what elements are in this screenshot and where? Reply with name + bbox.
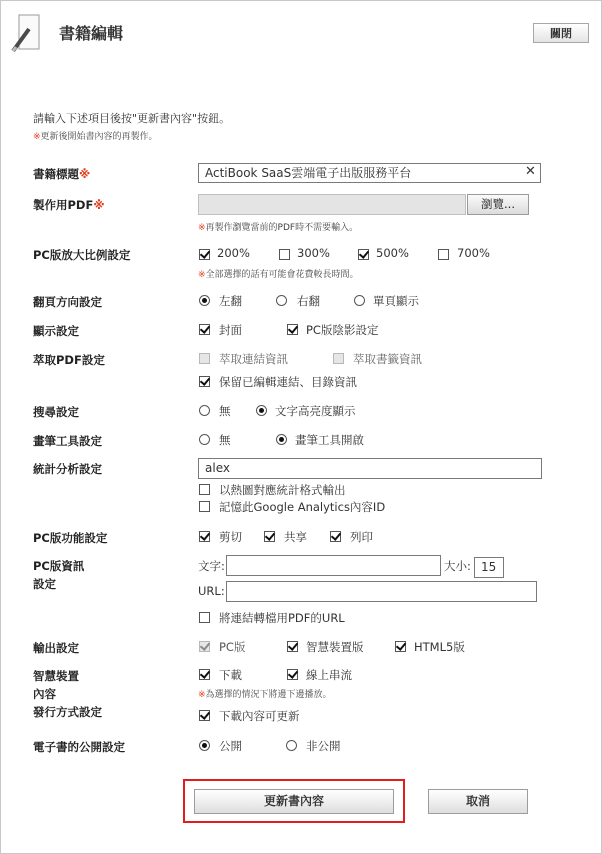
page-right-label: 右翻 bbox=[297, 294, 320, 308]
dialog-header bbox=[1, 1, 601, 59]
zoom-700-checkbox[interactable] bbox=[438, 249, 449, 260]
analytics-id-input[interactable]: alex bbox=[198, 458, 542, 479]
page-direction-label: 翻頁方向設定 bbox=[33, 295, 102, 309]
intro-note: ※ 更新後開始書內容的再製作。 bbox=[33, 129, 158, 142]
download-checkbox[interactable] bbox=[199, 669, 210, 680]
pc-function-label: PC版功能設定 bbox=[33, 531, 108, 545]
page-left-label: 左翻 bbox=[219, 294, 242, 308]
remember-ga-checkbox[interactable] bbox=[199, 501, 210, 512]
pc-info-url-label: URL: bbox=[198, 584, 225, 598]
streaming-checkbox[interactable] bbox=[287, 669, 298, 680]
pc-shadow-label: PC版陰影設定 bbox=[306, 323, 379, 337]
heatmap-output-checkbox[interactable] bbox=[199, 484, 210, 495]
zoom-500-checkbox[interactable] bbox=[358, 249, 369, 260]
publish-private-radio[interactable] bbox=[286, 740, 297, 751]
search-none-label: 無 bbox=[219, 404, 231, 418]
pc-info-text-input[interactable] bbox=[226, 555, 441, 576]
intro-text: 請輸入下述項目後按"更新書內容"按鈕。 bbox=[33, 112, 231, 125]
download-label: 下載 bbox=[219, 668, 242, 682]
remember-ga-label: 記憶此Google Analytics內容ID bbox=[219, 500, 386, 514]
zoom-700-label: 700% bbox=[457, 246, 490, 260]
streaming-label: 線上串流 bbox=[306, 668, 352, 682]
pen-on-label: 畫筆工具開啟 bbox=[295, 433, 364, 447]
print-checkbox[interactable] bbox=[330, 531, 341, 542]
pdf-file-input[interactable] bbox=[198, 194, 466, 215]
smart-device-label-line2: 內容 bbox=[33, 687, 56, 701]
browse-button[interactable]: 瀏覽... bbox=[467, 194, 529, 215]
download-update-label: 下載內容可更新 bbox=[219, 709, 300, 723]
search-highlight-label: 文字高亮度顯示 bbox=[275, 404, 356, 418]
keep-edited-links-label: 保留已編輯連結、目錄資訊 bbox=[219, 375, 357, 389]
share-label: 共享 bbox=[284, 530, 307, 544]
pen-on-radio[interactable] bbox=[276, 434, 287, 445]
zoom-500-label: 500% bbox=[376, 246, 409, 260]
output-smart-checkbox[interactable] bbox=[287, 641, 298, 652]
output-html5-label: HTML5版 bbox=[414, 640, 465, 654]
page-right-radio[interactable] bbox=[276, 295, 287, 306]
extract-bookmarks-label: 萃取書籤資訊 bbox=[353, 352, 422, 366]
pdf-label: 製作用PDF※ bbox=[33, 198, 105, 212]
search-highlight-radio[interactable] bbox=[256, 405, 267, 416]
output-html5-checkbox[interactable] bbox=[395, 641, 406, 652]
cover-label: 封面 bbox=[219, 323, 242, 337]
output-pc-label: PC版 bbox=[219, 640, 246, 654]
smart-device-label-line1: 智慧裝置 bbox=[33, 669, 79, 683]
share-checkbox[interactable] bbox=[264, 531, 275, 542]
pc-info-text-label: 文字: bbox=[198, 559, 225, 573]
close-button[interactable]: 關閉 bbox=[533, 23, 589, 43]
convert-url-checkbox[interactable] bbox=[199, 612, 210, 623]
output-pc-checkbox[interactable] bbox=[199, 641, 210, 652]
publish-label: 電子書的公開設定 bbox=[33, 740, 125, 754]
cancel-button[interactable]: 取消 bbox=[428, 789, 528, 814]
extract-bookmarks-checkbox[interactable] bbox=[333, 353, 344, 364]
clip-label: 剪切 bbox=[219, 530, 242, 544]
single-page-label: 單頁顯示 bbox=[373, 294, 419, 308]
zoom-300-checkbox[interactable] bbox=[279, 249, 290, 260]
search-label: 搜尋設定 bbox=[33, 405, 79, 419]
zoom-label: PC版放大比例設定 bbox=[33, 248, 131, 262]
dialog-title: 書籍編輯 bbox=[59, 24, 124, 43]
single-page-radio[interactable] bbox=[354, 295, 365, 306]
book-title-label: 書籍標題※ bbox=[33, 167, 91, 181]
pen-none-label: 無 bbox=[219, 433, 231, 447]
page-left-radio[interactable] bbox=[199, 295, 210, 306]
pen-label: 畫筆工具設定 bbox=[33, 434, 102, 448]
pc-info-size-input[interactable]: 15 bbox=[474, 557, 504, 578]
pdf-note: ※ 再製作瀏覽當前的PDF時不需要輸入。 bbox=[198, 220, 358, 233]
output-label: 輸出設定 bbox=[33, 641, 79, 655]
output-smart-label: 智慧裝置版 bbox=[306, 640, 364, 654]
zoom-200-label: 200% bbox=[217, 246, 250, 260]
extract-links-label: 萃取連結資訊 bbox=[219, 352, 288, 366]
zoom-300-label: 300% bbox=[297, 246, 330, 260]
download-update-checkbox[interactable] bbox=[199, 710, 210, 721]
clear-icon[interactable]: ✕ bbox=[525, 164, 536, 179]
pc-info-label-line1: PC版資訊 bbox=[33, 559, 85, 573]
search-none-radio[interactable] bbox=[199, 405, 210, 416]
pc-info-size-label: 大小: bbox=[444, 559, 471, 573]
zoom-note: ※ 全部選擇的話有可能會花費較長時間。 bbox=[198, 267, 359, 280]
heatmap-output-label: 以熱圖對應統計格式輸出 bbox=[219, 483, 346, 497]
pen-paper-icon bbox=[11, 13, 41, 53]
display-label: 顯示設定 bbox=[33, 324, 79, 338]
print-label: 列印 bbox=[350, 530, 373, 544]
extract-links-checkbox[interactable] bbox=[199, 353, 210, 364]
book-title-input[interactable]: ActiBook SaaS雲端電子出版服務平台 bbox=[198, 163, 541, 183]
keep-edited-links-checkbox[interactable] bbox=[199, 376, 210, 387]
clip-checkbox[interactable] bbox=[199, 531, 210, 542]
update-content-button[interactable]: 更新書內容 bbox=[194, 789, 394, 814]
pc-info-url-input[interactable] bbox=[226, 581, 537, 602]
cover-checkbox[interactable] bbox=[199, 324, 210, 335]
zoom-200-checkbox[interactable] bbox=[199, 249, 210, 260]
convert-url-label: 將連結轉檔用PDF的URL bbox=[219, 611, 345, 625]
smart-device-label-line3: 發行方式設定 bbox=[33, 705, 102, 719]
publish-private-label: 非公開 bbox=[306, 739, 341, 753]
analytics-label: 統計分析設定 bbox=[33, 462, 102, 476]
publish-public-radio[interactable] bbox=[199, 740, 210, 751]
publish-public-label: 公開 bbox=[219, 739, 242, 753]
pen-none-radio[interactable] bbox=[199, 434, 210, 445]
pc-info-label-line2: 設定 bbox=[33, 577, 56, 591]
pc-shadow-checkbox[interactable] bbox=[287, 324, 298, 335]
extract-label: 萃取PDF設定 bbox=[33, 353, 105, 367]
smart-device-note: ※ 為選擇的情況下將邊下邊播放。 bbox=[198, 687, 332, 700]
